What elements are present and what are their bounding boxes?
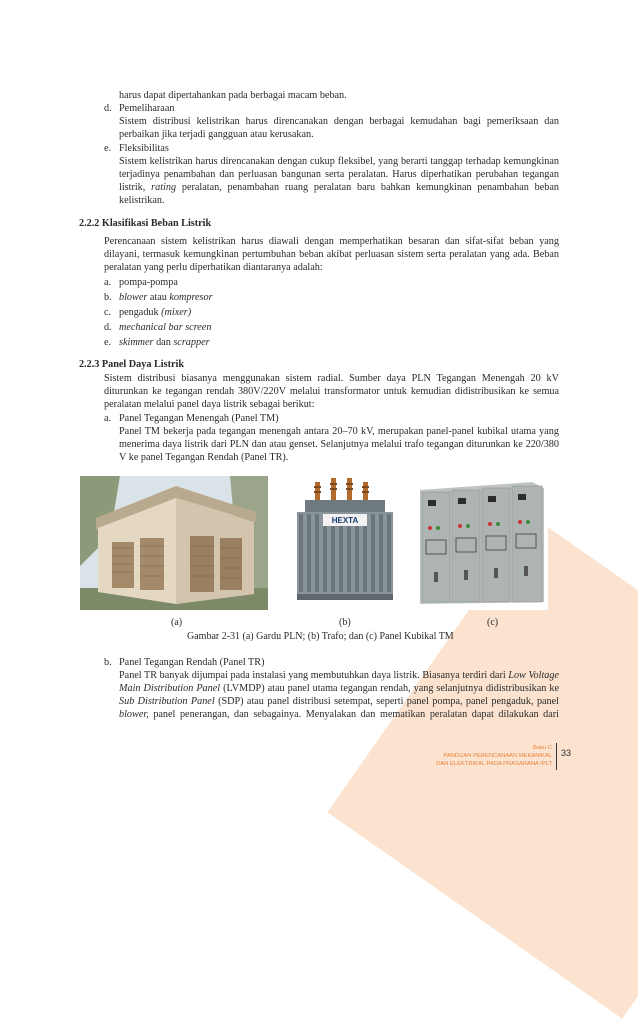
italic-term: Main Distribution Panel [119, 683, 221, 694]
text-span: dan [156, 337, 171, 348]
text-span: pengaduk [119, 307, 159, 318]
section-heading-2-2-3: 2.2.3 Panel Daya Listrik [79, 359, 184, 370]
figure-label-a: (a) [171, 617, 183, 628]
italic-term: blower [119, 292, 148, 303]
section-heading-2-2-2: 2.2.2 Klasifikasi Beban Listrik [79, 218, 212, 229]
footer-book: Buku C [532, 745, 552, 751]
list-marker: e. [104, 143, 112, 154]
subheading-pemeliharaan: Pemeliharaan [119, 103, 175, 114]
figure-label-c: (c) [487, 617, 499, 628]
italic-term: blower, [119, 709, 149, 720]
italic-term: kompresor [169, 292, 213, 303]
text-span: panel penerangan, dan sebagainya. Menyalakan dan mematikan peralatan dapat dilakukan dari [153, 709, 559, 720]
list-marker: c. [104, 307, 112, 318]
text-line [119, 682, 559, 695]
text-line: kelistrikan. [119, 195, 165, 206]
gardu-pln-photo [80, 476, 268, 610]
list-item: pompa-pompa [119, 277, 178, 288]
text-span: Panel TR banyak dijumpai pada instalasi yang membutuhkan daya listrik. Biasanya terdiri dari [119, 670, 506, 681]
subheading-fleksibilitas: Fleksibilitas [119, 143, 169, 154]
text-line [119, 181, 559, 194]
list-marker: d. [104, 103, 112, 114]
text-line: Sistem distribusi biasanya menggunakan sistem radial. Sumber daya PLN Tegangan Menengah 20 kV [104, 373, 559, 384]
panel-kubikal-illustration [414, 476, 548, 610]
italic-term: scrapper [173, 337, 210, 348]
italic-term: skimmer [119, 337, 154, 348]
figure-label-b: (b) [339, 617, 351, 628]
subheading-panel-tr: Panel Tegangan Rendah (Panel TR) [119, 657, 265, 668]
italic-term: Sub Distribution Panel [119, 696, 215, 707]
italic-term: rating [151, 182, 177, 193]
trafo-photo [283, 476, 407, 610]
footer-title-line2: DAN ELEKTRIKAL PADA PRASARANA IPLT [436, 761, 552, 767]
trafo-illustration [283, 476, 407, 610]
text-line [119, 708, 559, 721]
list-marker: e. [104, 337, 112, 348]
text-line [119, 695, 559, 708]
list-item: mechanical bar screen [119, 322, 212, 333]
text-span: atau [149, 292, 167, 303]
list-marker: a. [104, 277, 112, 288]
trafo-brand-label: HEXTA [331, 516, 359, 525]
text-line: terjadinya penambahan dan perluasan bangunan serta peralatan. Harus diperhatikan perubahan tegangan [119, 169, 559, 180]
list-item [119, 291, 213, 304]
text-line: dilayani, termasuk kemungkinan pertumbuhan beban akibat perluasan sistem serta peralatan yang ada. Beban [104, 249, 559, 260]
text-line: peralatan yang perlu diperhatikan diantaranya adalah: [104, 262, 323, 273]
italic-term: Low Voltage [508, 670, 559, 681]
subheading-panel-tm: Panel Tegangan Menengah (Panel TM) [119, 413, 279, 424]
list-item [119, 336, 210, 349]
text-line: Sistem distribusi kelistrikan harus direncanakan dengan berbagai kemudahan bagi pemeriksaan dan [119, 116, 559, 127]
text-span: peralatan, penambahan ruang peralatan baru bahkan kemungkinan penambahan beban [181, 182, 560, 193]
list-marker: a. [104, 413, 112, 424]
text-line: harus dapat dipertahankan pada berbagai macam beban. [119, 90, 347, 101]
text-line [119, 669, 559, 682]
figure-caption: Gambar 2-31 (a) Gardu PLN; (b) Trafo; dan (c) Panel Kubikal TM [187, 631, 454, 642]
text-line: V ke panel Tegangan Rendah (Panel TR). [119, 452, 289, 463]
text-line: Panel TM bekerja pada tegangan menengah antara 20–70 kV, merupakan panel-panel kubikal utama yang [119, 426, 559, 437]
footer-divider [556, 743, 557, 770]
footer-title-line1: PANDUAN PERENCANAAN MEKANIKAL [443, 753, 552, 759]
text-line: diturunkan ke tegangan rendah 380V/220V melalui transformator untuk kemudian didistribusikan ke semua [104, 386, 559, 397]
list-marker: d. [104, 322, 112, 333]
text-line: Sistem kelistrikan harus direncanakan dengan cukup fleksibel, yang berarti tanggap terhadap kemungkinan [119, 156, 559, 167]
text-span: listrik, [119, 182, 146, 193]
list-marker: b. [104, 292, 112, 303]
text-span: (SDP) atau panel distribusi setempat, seperti panel pompa, panel pengaduk, panel [218, 696, 560, 707]
text-line: perbaikan jika terjadi gangguan atau kerusakan. [119, 129, 314, 140]
page-number: 33 [561, 748, 572, 758]
gardu-pln-illustration [80, 476, 268, 610]
text-line: menerima daya listrik dari PLN dan atau genset. Selanjutnya melalui trafo tegangan diturunkan ke 220/380 [119, 439, 559, 450]
text-span: (LVMDP) atau panel utama tegangan rendah, yang selanjutnya didistribusikan ke [223, 683, 559, 694]
list-marker: b. [104, 657, 112, 668]
text-line: Perencanaan sistem kelistrikan harus diawali dengan memperhatikan besaran dan sifat-sifat beban yang [104, 236, 559, 247]
text-line: peralatan melalui panel daya listrik sebagai berikut: [104, 399, 315, 410]
list-item [119, 306, 191, 319]
panel-kubikal-photo [414, 476, 548, 610]
italic-term: (mixer) [161, 307, 192, 318]
